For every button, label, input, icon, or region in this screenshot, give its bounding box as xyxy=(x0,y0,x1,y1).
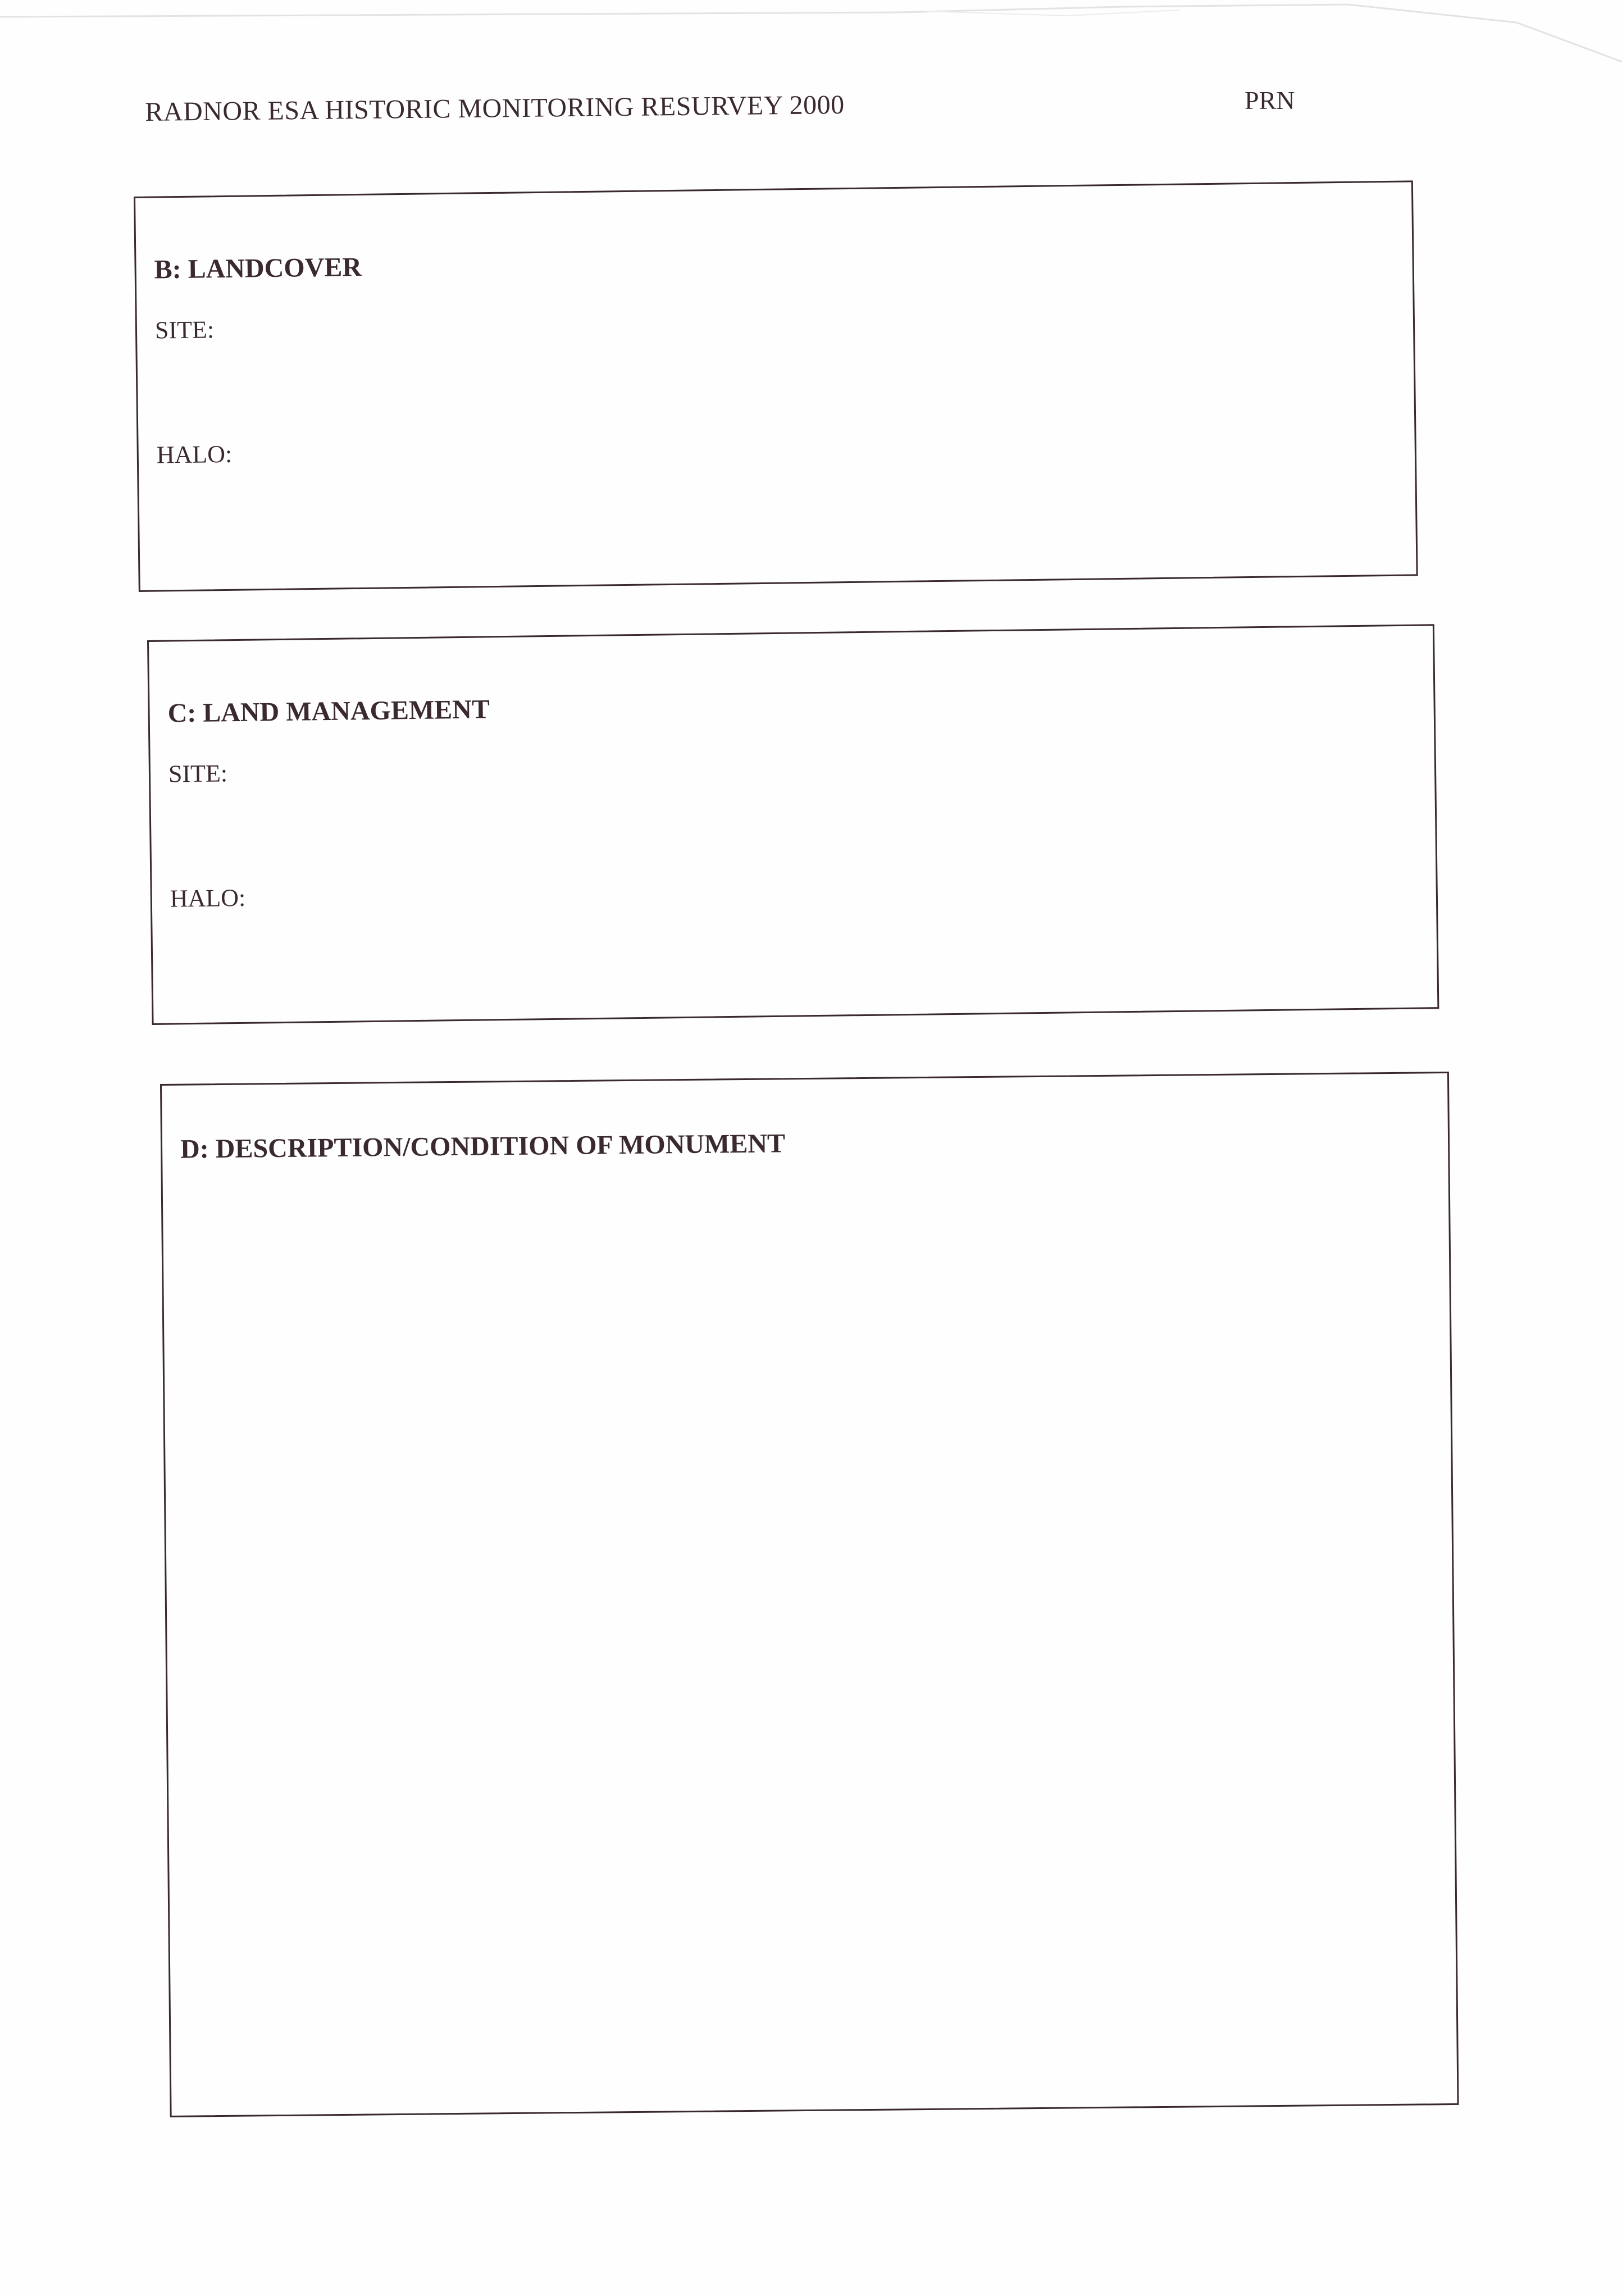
description-section xyxy=(160,1072,1459,2117)
land-management-site-label: SITE: xyxy=(168,759,228,788)
landcover-halo-label: HALO: xyxy=(156,440,233,469)
landcover-section xyxy=(134,180,1418,592)
land-management-section xyxy=(147,624,1439,1025)
document-title: RADNOR ESA HISTORIC MONITORING RESURVEY 2000 xyxy=(145,89,845,127)
description-heading: D: DESCRIPTION/CONDITION OF MONUMENT xyxy=(180,1128,786,1164)
landcover-heading: B: LANDCOVER xyxy=(154,252,362,285)
scan-edge-artifact xyxy=(0,0,1622,67)
land-management-halo-label: HALO: xyxy=(170,883,246,913)
prn-label: PRN xyxy=(1245,86,1295,115)
land-management-heading: C: LAND MANAGEMENT xyxy=(167,694,490,728)
landcover-site-label: SITE: xyxy=(154,316,215,344)
